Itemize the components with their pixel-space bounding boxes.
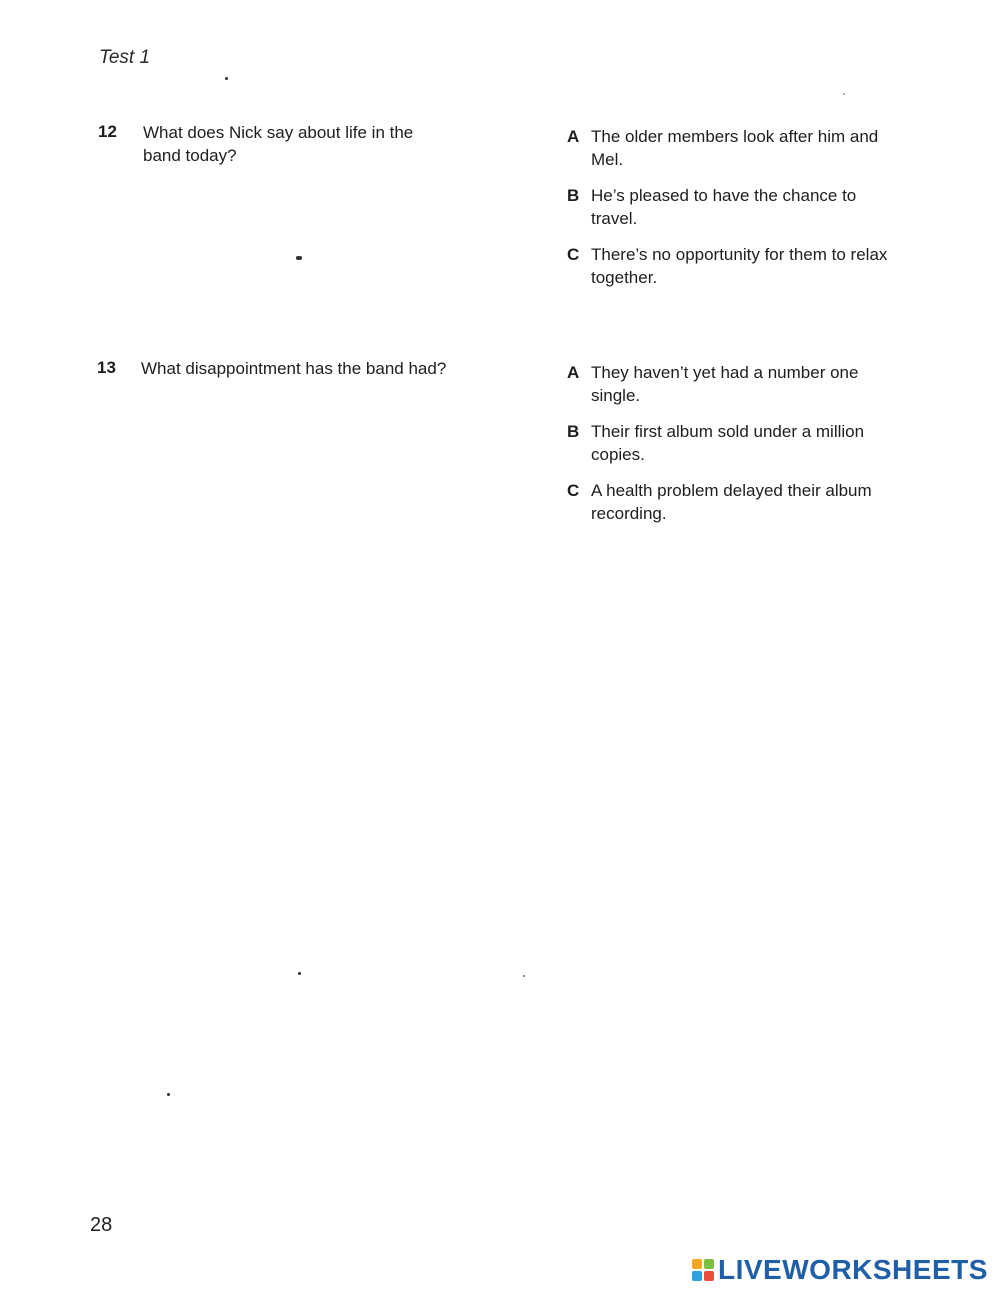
option-text: A health problem delayed their album recording. xyxy=(591,481,872,523)
page-number: 28 xyxy=(90,1214,113,1236)
option-letter: C xyxy=(567,245,580,264)
liveworksheets-logo[interactable] xyxy=(692,1254,988,1286)
option-text: He’s pleased to have the chance to travel. xyxy=(591,186,857,228)
scan-speck xyxy=(167,1093,170,1096)
option-letter: B xyxy=(567,422,580,441)
scan-speck xyxy=(843,93,845,95)
option-letter: A xyxy=(567,127,580,146)
brand-name: LIVEWORKSHEETS xyxy=(718,1254,988,1285)
option-letter: C xyxy=(567,481,580,500)
page-header-title: Test 1 xyxy=(99,47,151,68)
question-text: What disappointment has the band had? xyxy=(141,359,447,378)
option-text: The older members look after him and Mel. xyxy=(591,127,879,169)
option-text: There’s no opportunity for them to relax together. xyxy=(591,245,888,287)
option-text: Their first album sold under a million copies. xyxy=(591,422,865,464)
scan-speck xyxy=(298,972,301,975)
scan-speck xyxy=(296,256,302,260)
liveworksheets-icon xyxy=(692,1259,714,1281)
scan-speck xyxy=(225,77,228,80)
option-letter: B xyxy=(567,186,580,205)
question-number: 13 xyxy=(97,358,116,377)
question-text: What does Nick say about life in the band today? xyxy=(143,123,414,165)
option-letter: A xyxy=(567,363,580,382)
scan-speck xyxy=(523,975,525,977)
option-text: They haven’t yet had a number one single. xyxy=(591,363,859,405)
question-number: 12 xyxy=(98,122,117,141)
